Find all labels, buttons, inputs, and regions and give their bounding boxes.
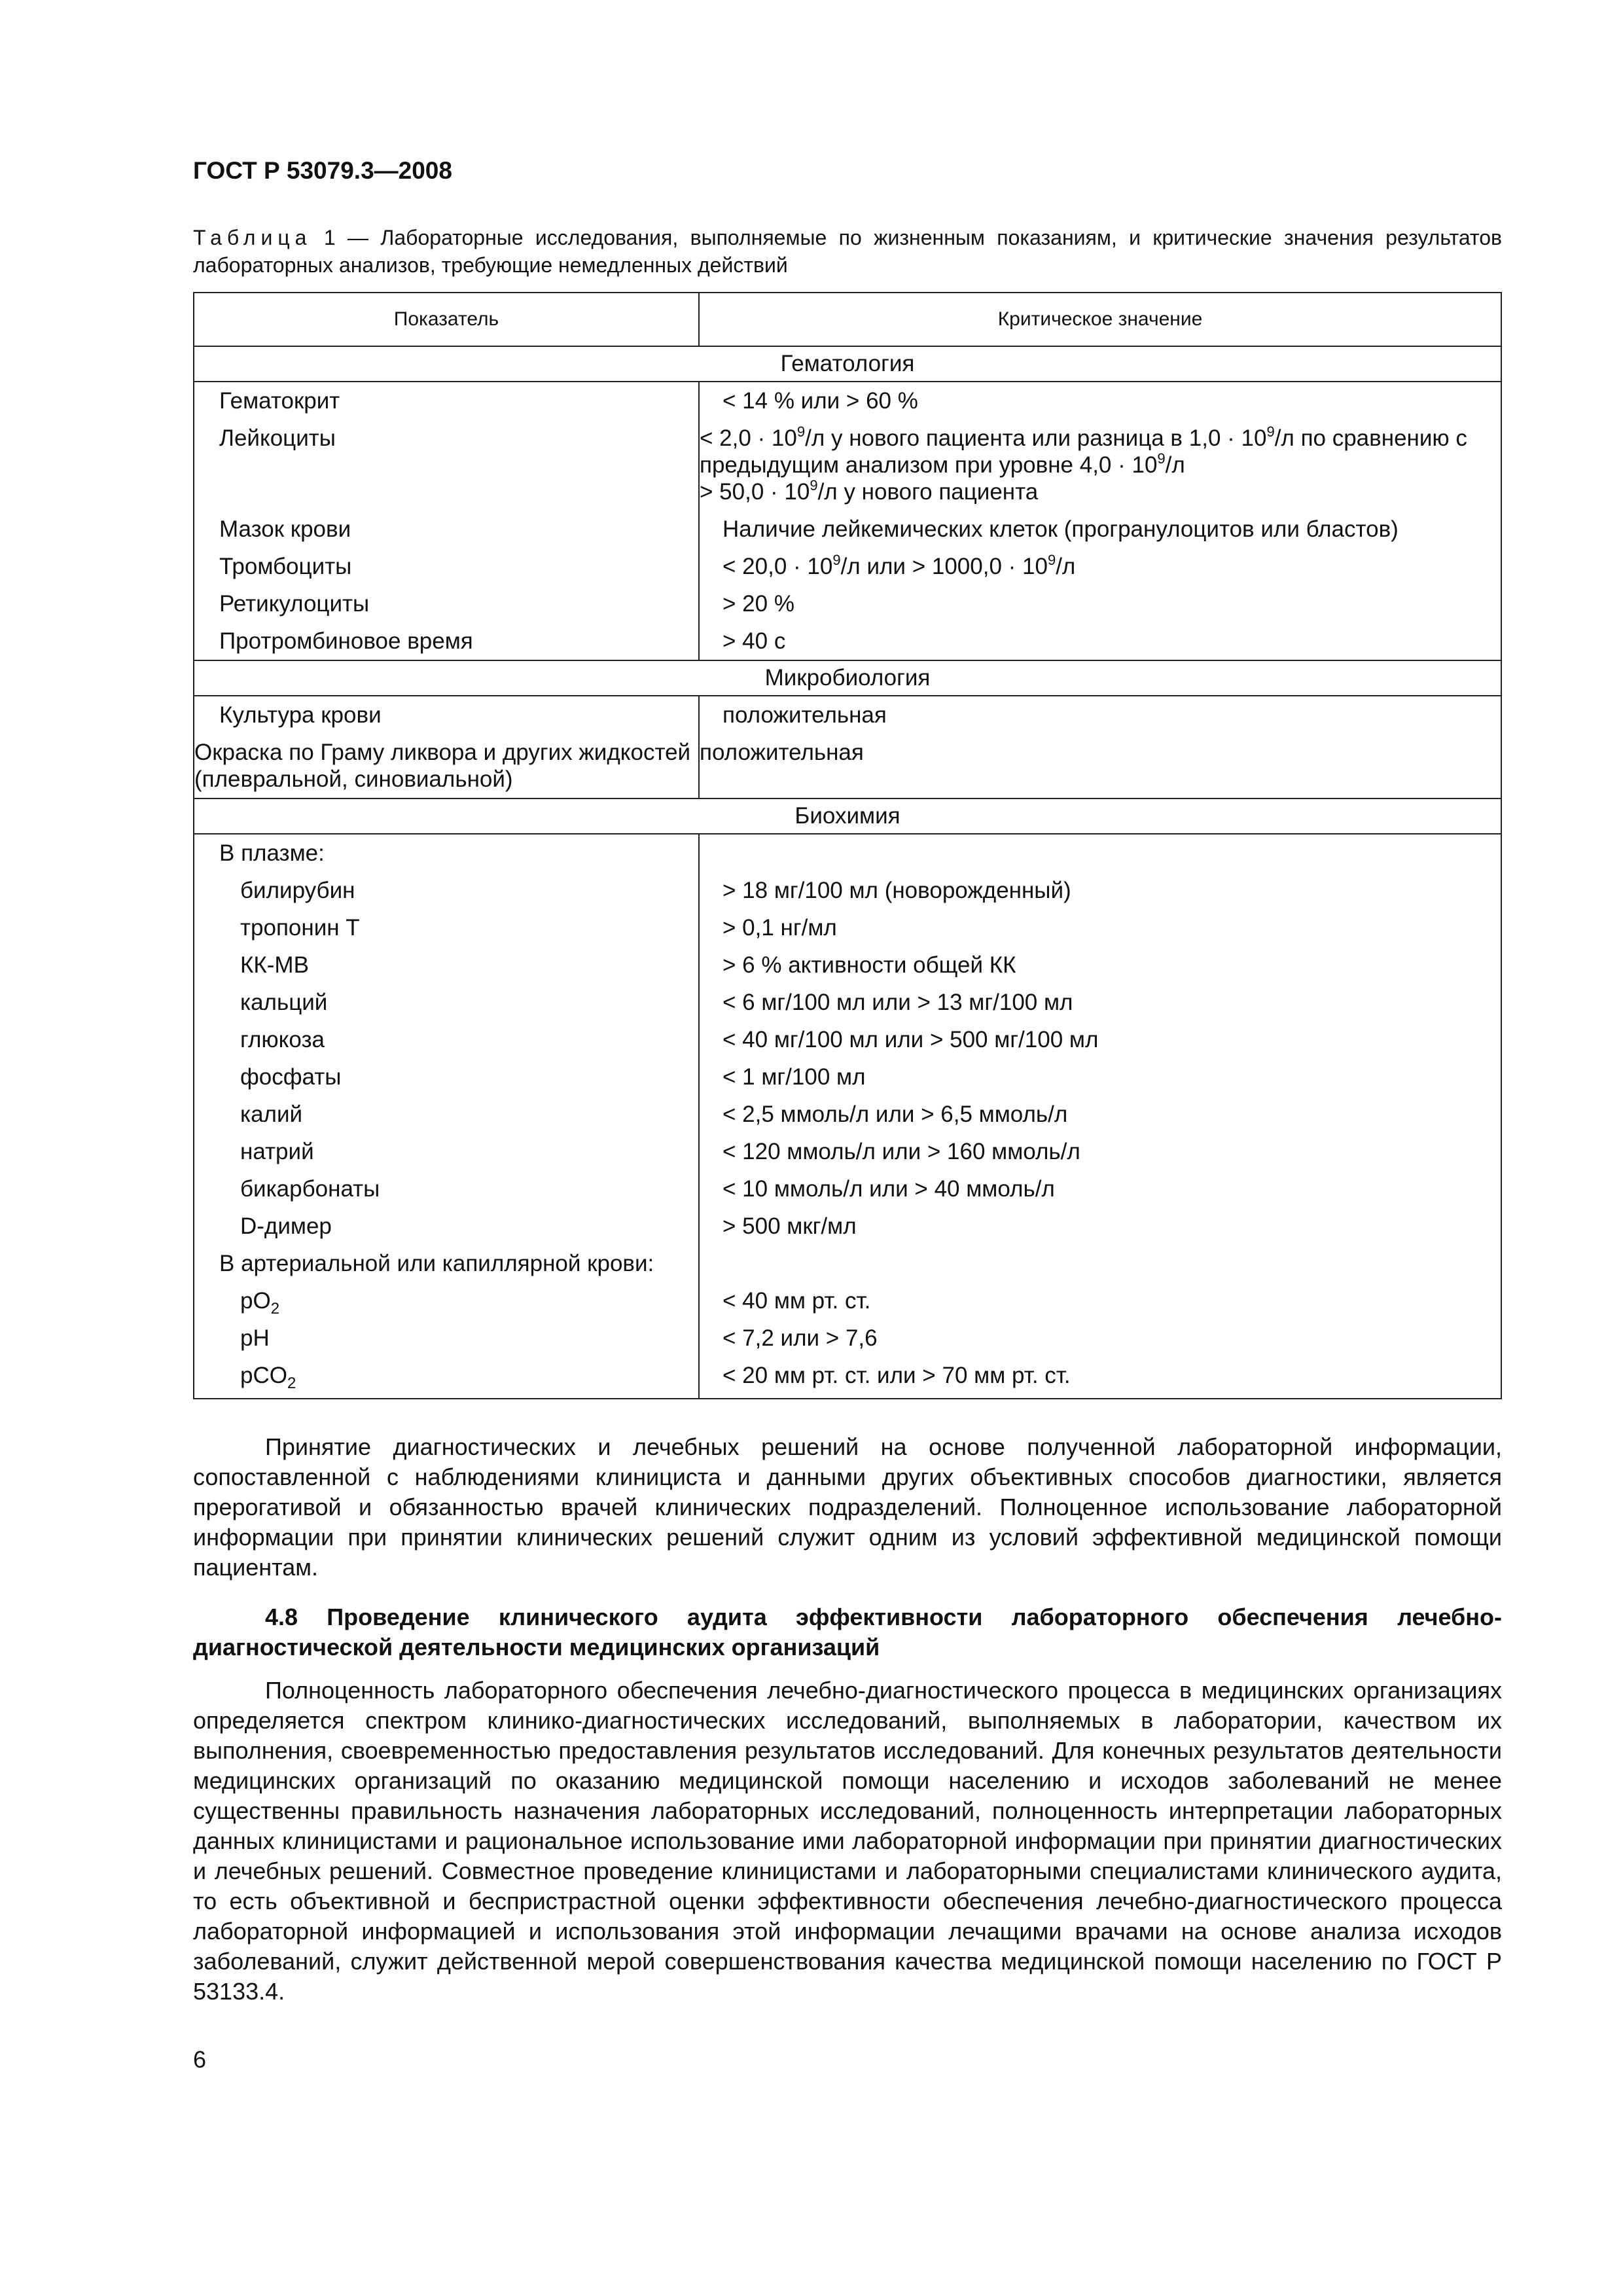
- section-row-hematology: [194, 346, 1501, 382]
- body-paragraph: Принятие диагностических и лечебных решений на основе полученной лабораторной информации, сопоставленной с наблюдениями клинициста и данными других объективных способов диагностики, является прерогативой и обязанностью врачей клинических подразделений. Полноценное использование лабораторной информации при принятии клинических решений служит одним из условий эффективной медицинской помощи пациентам.: [193, 1433, 1502, 1581]
- table-caption-label: Таблица: [193, 226, 312, 249]
- indicator-name: Мазок крови: [194, 511, 699, 548]
- header-critical-value: Критическое значение: [699, 293, 1501, 346]
- section-title: Биохимия: [194, 798, 1501, 834]
- table-row: [194, 511, 1501, 548]
- group-label: В артериальной или капиллярной крови:: [194, 1245, 699, 1282]
- table-row: [194, 585, 1501, 622]
- document-page: [193, 157, 1502, 2073]
- indicator-name: Протромбиновое время: [194, 622, 699, 660]
- indicator-name: КК-МВ: [194, 946, 699, 984]
- table-header-row: [194, 293, 1501, 346]
- indicator-name: Ретикулоциты: [194, 585, 699, 622]
- critical-value: > 18 мг/100 мл (новорожденный): [699, 872, 1501, 909]
- value-line: > $50,0 \cdot 10^9/л$ у нового пациента: [700, 477, 1039, 505]
- table-row: [194, 834, 1501, 872]
- table-row: [194, 1096, 1501, 1133]
- table-row: [194, 1133, 1501, 1170]
- critical-value: < 40 мг/100 мл или > 500 мг/100 мл: [699, 1021, 1501, 1058]
- critical-value: < 1 мг/100 мл: [699, 1058, 1501, 1096]
- indicator-name: Гематокрит: [194, 382, 699, 420]
- critical-value: положительная: [699, 696, 1501, 734]
- indicator-name: калий: [194, 1096, 699, 1133]
- table-row: [194, 984, 1501, 1021]
- table-row: [194, 1058, 1501, 1096]
- table-row: [194, 1245, 1501, 1282]
- critical-value: > 20 %: [699, 585, 1501, 622]
- table-caption-text: — Лабораторные исследования, выполняемые по жизненным показаниям, и критические значения результатов лабораторных анализов, требующие немедленных действий: [193, 226, 1503, 277]
- indicator-name: D-димер: [194, 1208, 699, 1245]
- table-row: [194, 1021, 1501, 1058]
- table-row: [194, 420, 1501, 511]
- indicator-name: $pO_2$: [194, 1282, 699, 1319]
- table-caption: [193, 224, 1502, 279]
- indicator-name: Тромбоциты: [194, 548, 699, 585]
- table-caption-number: 1: [323, 226, 336, 249]
- critical-value: < $20,0 \cdot 10^9/л$ или > $1000,0 \cdot 10^9/л$: [699, 548, 1501, 585]
- table-row: [194, 382, 1501, 420]
- critical-value: [699, 834, 1501, 872]
- section-title: Гематология: [194, 346, 1501, 382]
- section-title: Микробиология: [194, 660, 1501, 696]
- critical-value: < 20 мм рт. ст. или > 70 мм рт. ст.: [699, 1357, 1501, 1399]
- table-row: [194, 548, 1501, 585]
- indicator-name: билирубин: [194, 872, 699, 909]
- critical-value: < 6 мг/100 мл или > 13 мг/100 мл: [699, 984, 1501, 1021]
- critical-value: > 500 мкг/мл: [699, 1208, 1501, 1245]
- critical-value: Наличие лейкемических клеток (програнулоцитов или бластов): [699, 511, 1501, 548]
- critical-value: положительная: [699, 734, 1501, 798]
- critical-value: [699, 1245, 1501, 1282]
- critical-value: > 0,1 нг/мл: [699, 909, 1501, 946]
- indicator-name: натрий: [194, 1133, 699, 1170]
- indicator-name: кальций: [194, 984, 699, 1021]
- critical-value: < 2,5 ммоль/л или > 6,5 ммоль/л: [699, 1096, 1501, 1133]
- table-row: [194, 696, 1501, 734]
- indicator-name: тропонин Т: [194, 909, 699, 946]
- group-label: В плазме:: [194, 834, 699, 872]
- critical-value: < 14 % или > 60 %: [699, 382, 1501, 420]
- indicator-name: глюкоза: [194, 1021, 699, 1058]
- critical-value: > 6 % активности общей КК: [699, 946, 1501, 984]
- table-row: [194, 1357, 1501, 1399]
- table-row: [194, 946, 1501, 984]
- header-indicator: Показатель: [194, 293, 699, 346]
- table-row: [194, 1170, 1501, 1208]
- table-row: [194, 622, 1501, 660]
- value-line: < $2,0 \cdot 10^9/л$ у нового пациента или разница в $1,0 \cdot 10^9/л$ по сравнению с предыдущим анализом при уровне $4,0 \cdot 10^9/л$: [700, 423, 1467, 478]
- critical-value: < 120 ммоль/л или > 160 ммоль/л: [699, 1133, 1501, 1170]
- table-row: [194, 1282, 1501, 1319]
- critical-values-table: [193, 292, 1502, 1399]
- table-row: [194, 734, 1501, 798]
- critical-value: [699, 420, 1501, 511]
- page-number: 6: [193, 2046, 207, 2073]
- indicator-name: pH: [194, 1319, 699, 1357]
- table-row: [194, 872, 1501, 909]
- indicator-name: Культура крови: [194, 696, 699, 734]
- indicator-name: фосфаты: [194, 1058, 699, 1096]
- critical-value: > 40 с: [699, 622, 1501, 660]
- indicator-name: бикарбонаты: [194, 1170, 699, 1208]
- critical-value: < 7,2 или > 7,6: [699, 1319, 1501, 1357]
- indicator-name: Окраска по Граму ликвора и других жидкостей (плевральной, синовиальной): [194, 734, 699, 798]
- table-row: [194, 1319, 1501, 1357]
- section-row-biochemistry: [194, 798, 1501, 834]
- table-row: [194, 1208, 1501, 1245]
- section-heading: 4.8 Проведение клинического аудита эффективности лабораторного обеспечения лечебно-диагностической деятельности медицинских организаций: [193, 1604, 1502, 1660]
- standard-designation: ГОСТ Р 53079.3—2008: [193, 157, 452, 184]
- critical-value: < 40 мм рт. ст.: [699, 1282, 1501, 1319]
- critical-value: < 10 ммоль/л или > 40 ммоль/л: [699, 1170, 1501, 1208]
- section-row-microbiology: [194, 660, 1501, 696]
- indicator-name: Лейкоциты: [194, 420, 699, 511]
- indicator-name: pCO$_2$: [194, 1357, 699, 1399]
- table-row: [194, 909, 1501, 946]
- body-paragraph: Полноценность лабораторного обеспечения лечебно-диагностического процесса в медицинских организациях определяется спектром клинико-диагностических исследований, выполняемых в лаборатории, качеством их выполнения, своевременностью предоставления результатов исследований. Для конечных результатов деятельности медицинских организаций по оказанию медицинской помощи населению и исходов заболеваний не менее существенны правильность назначения лабораторных исследований, полноценность интерпретации лабораторных данных клиницистами и рациональное использование ими лабораторной информации при принятии диагностических и лечебных решений. Совместное проведение клиницистами и лабораторными специалистами клинического аудита, то есть объективной и беспристрастной оценки эффективности обеспечения лечебно-диагностического процесса лабораторной информацией и использования этой информации лечащими врачами на основе анализа исходов заболеваний, служит действенной мерой совершенствования качества медицинской помощи населению по ГОСТ Р 53133.4.: [193, 1677, 1502, 2005]
